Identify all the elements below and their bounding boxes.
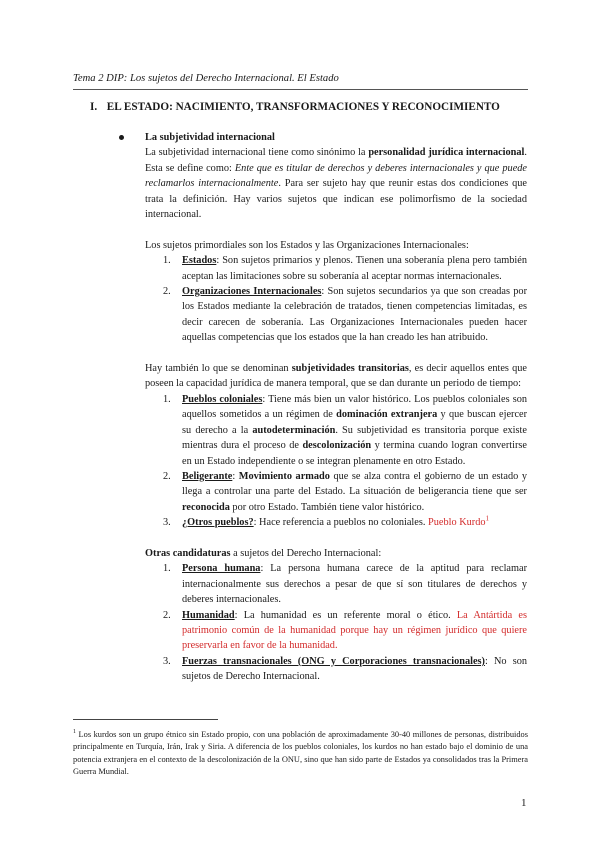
paragraph-transitorias-intro: [145, 361, 527, 392]
highlighted-text: Pueblo Kurdo: [428, 517, 486, 529]
item-text: : No son sujetos de Derecho Internacional.: [182, 655, 527, 683]
item-number: 2.: [163, 470, 171, 482]
bold-term: dominación extranjera: [336, 409, 438, 421]
section-heading: [90, 101, 530, 113]
bold-term: autodeterminación: [252, 424, 336, 436]
bold-term: descolonización: [302, 440, 372, 452]
item-number: 1.: [163, 393, 171, 405]
item-label: Organizaciones Internacionales: [182, 286, 322, 298]
italic-definition: Ente que es titular de derechos y deberes internacionales y que puede reclamarlos internacionalmente: [145, 162, 527, 190]
list-item: [145, 392, 527, 469]
list-primordiales: [145, 253, 527, 345]
item-text: : Son sujetos secundarios ya que son creadas por los Estados mediante la celebración de tratados, tienen competencias limitadas, es decir carecen de soberanía. Las Organizaciones Internacionales pueden hacer aquellas competencias que los estados que la han creado les han atribuido.: [182, 286, 527, 344]
list-item: [145, 561, 527, 607]
running-header: Tema 2 DIP: Los sujetos del Derecho Internacional. El Estado: [73, 73, 528, 90]
paragraph-primordiales-intro: Los sujetos primordiales son los Estados y las Organizaciones Internacionales:: [145, 239, 469, 251]
item-number: 2.: [163, 286, 171, 298]
item-label: Humanidad: [182, 609, 235, 621]
list-item: [145, 515, 527, 530]
footnote-text: Los kurdos son un grupo étnico sin Estado propio, con una población de aproximadamente 30-40 millones de personas, distribuidos principalmente en Turquía, Irán, Irak y Siria. A diferencia de los pueblos coloniales, los kurdos no han estado bajo el dominio de una potencia extranjera en el contexto de la descolonización de la ONU, sino que han sido parte de Estados ya consolidados tras la Primera Guerra Mundial.: [73, 729, 528, 777]
footnote-reference[interactable]: 1: [485, 514, 490, 523]
text-run: . Su subjetividad es transitoria porque existe mientras dura el proceso de: [182, 424, 527, 452]
item-number: 3.: [163, 517, 171, 529]
text-run: , es decir aquellos entes que poseen la capacidad jurídica de manera temporal, que se dan durante un periodo de tiempo:: [145, 363, 527, 390]
item-number: 1.: [163, 563, 171, 575]
text-run: y que buscan ejercer su derecho a la: [182, 409, 528, 436]
highlighted-text: La Antártida es patrimonio común de la humanidad porque hay un régimen jurídico que quiere preservarla en favor de la humanidad.: [182, 609, 527, 652]
bold-term: personalidad jurídica internacional: [368, 147, 525, 159]
text-run: . Esta se define como:: [145, 147, 527, 174]
item-number: 2.: [163, 609, 171, 621]
footnote: [73, 726, 528, 778]
text-run: :: [232, 470, 239, 482]
section-number: I.: [90, 101, 98, 113]
footnote-separator: [73, 719, 218, 720]
bold-term: subjetividades transitorias: [291, 363, 409, 375]
text-run: que se alza contra el gobierno de un estado y llega a controlar una parte del Estado. La situación de beligerancia tiene que ser: [182, 470, 527, 498]
list-item: [145, 469, 527, 515]
text-run: . Para ser sujeto hay que reunir estas dos condiciones que trata la definición. Hay varios sujetos que indican ese polimorfismo de la sociedad internacional.: [145, 178, 527, 221]
item-label: Beligerante: [182, 470, 233, 482]
item-number: 1.: [163, 255, 171, 267]
bullet-heading-subjetividad: La subjetividad internacional: [145, 130, 527, 145]
bold-term: reconocida: [182, 501, 230, 513]
text-run: La subjetividad internacional tiene como sinónimo la: [145, 147, 369, 159]
item-label: ¿Otros pueblos?: [182, 517, 254, 529]
item-label: Persona humana: [182, 563, 261, 575]
text-run: y termina cuando logran convertirse en un Estado independiente o se integran plenamente en otro Estado.: [182, 440, 527, 467]
text-run: : Hace referencia a pueblos no coloniales.: [253, 517, 429, 529]
bold-term: Movimiento armado: [238, 470, 330, 482]
footnote-mark: 1: [73, 729, 76, 735]
item-text: : Son sujetos primarios y plenos. Tienen una soberanía plena pero también aceptan las limitaciones sobre su soberanía al aceptar normas internacionales.: [182, 255, 527, 282]
text-run: Hay también lo que se denominan: [145, 363, 292, 375]
section-title: EL ESTADO: NACIMIENTO, TRANSFORMACIONES Y RECONOCIMIENTO: [106, 101, 500, 113]
item-text: : La humanidad es un referente moral o ético.: [234, 609, 457, 621]
item-number: 3.: [163, 655, 171, 667]
list-item: [145, 654, 527, 685]
list-otras: [145, 561, 527, 684]
item-label: Pueblos coloniales: [182, 393, 263, 405]
item-label: Estados: [182, 255, 217, 267]
list-item: [145, 284, 527, 346]
paragraph-otras-intro: [145, 546, 527, 561]
page-number: 1: [521, 797, 527, 809]
text-run: : Tiene más bien un valor histórico. Los pueblos coloniales son aquellos sometidos a un régimen de: [182, 393, 527, 421]
bold-term: Otras candidaturas: [145, 547, 231, 559]
list-transitorias: [145, 392, 527, 531]
list-item: [145, 608, 527, 654]
paragraph-subjetividad: [145, 145, 527, 222]
item-text: : La persona humana carece de la aptitud para reclamar internacionalmente sus derechos a pesar de que sí son titulares de derechos y deberes internacionales.: [182, 563, 528, 606]
item-label: Fuerzas transnacionales (ONG y Corporaciones transnacionales): [182, 655, 485, 667]
text-run: a sujetos del Derecho Internacional:: [230, 547, 382, 559]
list-item: [145, 253, 527, 284]
text-run: por otro Estado. También tiene valor histórico.: [229, 501, 425, 513]
document-body: [145, 130, 527, 685]
